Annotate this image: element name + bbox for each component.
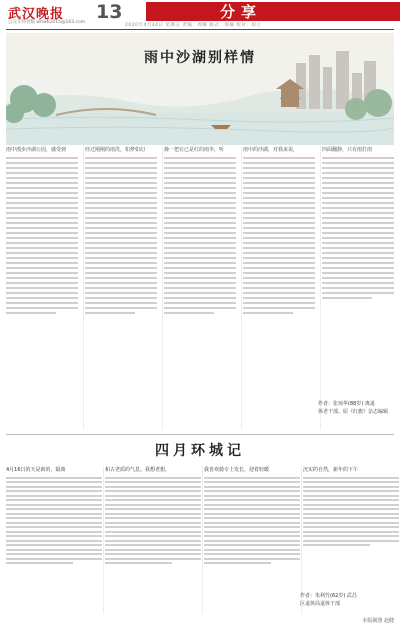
- column-opening-text: 雨中漫步沙湖公园，感受到: [6, 147, 67, 153]
- column-separator: [83, 146, 84, 430]
- column-opening-text: 经过刚刚的雨洗，如梦如幻: [85, 147, 146, 153]
- column-separator: [202, 466, 203, 614]
- column-opening-text: 沉实的自然，新年的下午: [303, 467, 359, 473]
- article-1-column-1: [6, 146, 78, 430]
- article-2-column-1: [6, 466, 102, 614]
- article-2-byline: [300, 592, 394, 608]
- article-1-column-4: [243, 146, 315, 430]
- byline-org: 区退休局退休干部: [300, 601, 341, 607]
- article-1-column-3: [164, 146, 236, 430]
- article-2-headline: 四月环城记: [155, 443, 245, 459]
- article-1-body: [6, 146, 394, 430]
- column-separator: [162, 146, 163, 430]
- article-divider: [6, 434, 394, 435]
- byline-org: 休老干部、原《红旗》杂志编辑: [318, 409, 389, 415]
- page-footer: 本版制图 赵健: [362, 618, 394, 624]
- column-opening-text: 我喜欢骑专上发长，迎着轻暖: [204, 467, 270, 473]
- section-banner: [146, 2, 400, 21]
- byline-author: 作者：张琼华(88岁) 离退: [318, 401, 375, 407]
- article-1-byline: [318, 400, 394, 416]
- article-2-column-2: [105, 466, 201, 614]
- article-1-column-2: [85, 146, 157, 430]
- column-opening-text: 4月16日的天是新的，隔离: [6, 467, 66, 473]
- column-opening-text: 操一把在已是红的雨伞，听: [164, 147, 225, 153]
- masthead: [0, 0, 400, 30]
- column-opening-text: 雨中的沙湖，对我来说，: [243, 147, 299, 153]
- article-1-headline: 雨中沙湖别样情: [144, 50, 256, 66]
- paper-logo: 武汉晚报: [8, 7, 65, 22]
- column-opening-text: 和古老质的气息。我想老想，: [105, 467, 171, 473]
- edition-label: 公交车特刊版 whwb2015@163.com: [8, 20, 86, 25]
- date-line: 2020年4月24日 星期五 责编：周姗 版式：谭楠 校对：胡立: [125, 23, 262, 28]
- column-separator: [241, 146, 242, 430]
- article-1-column-5: [322, 146, 394, 396]
- page-number: 13: [96, 1, 123, 23]
- article-2-column-3: [204, 466, 300, 614]
- byline-author: 作者：朱利竹(62岁) 武昌: [300, 593, 357, 599]
- masthead-rule: [6, 29, 394, 30]
- column-separator: [320, 146, 321, 430]
- section-title: 分享: [220, 3, 263, 21]
- column-separator: [103, 466, 104, 614]
- article-2-column-4: [303, 466, 399, 586]
- column-opening-text: 四面翻静，只有雨打雨: [322, 147, 373, 153]
